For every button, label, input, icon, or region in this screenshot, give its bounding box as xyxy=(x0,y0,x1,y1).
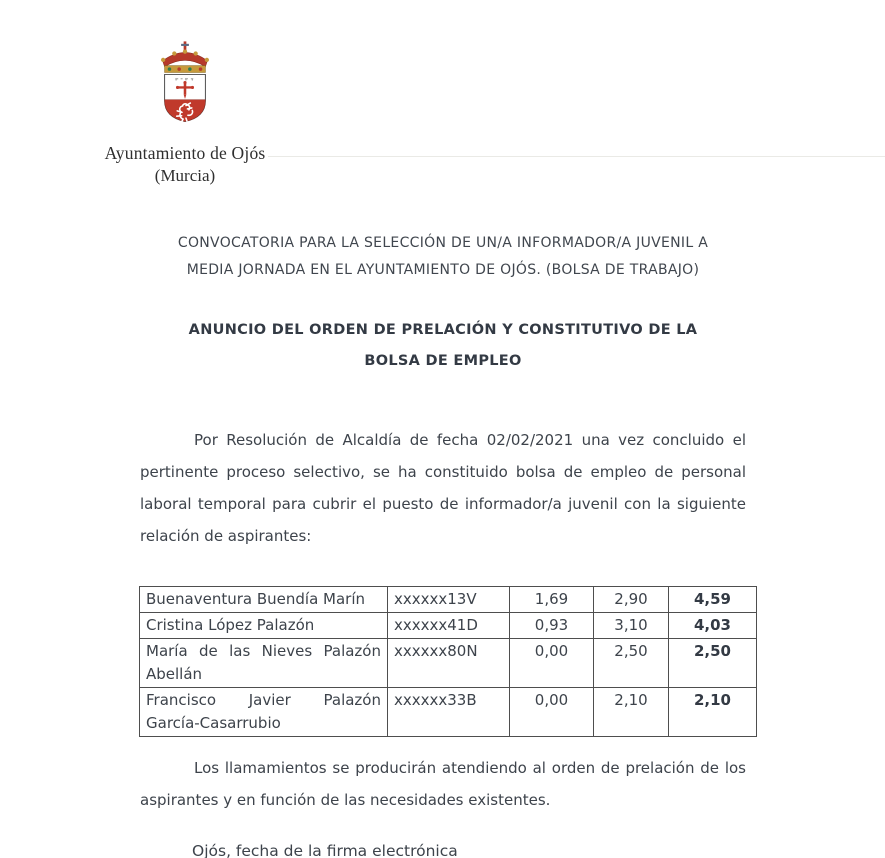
document-title-line-1: CONVOCATORIA PARA LA SELECCIÓN DE UN/A INFORMADOR/A JUVENIL A xyxy=(177,235,709,251)
announcement-heading-line-1: ANUNCIO DEL ORDEN DE PRELACIÓN Y CONSTITUTIVO DE LA xyxy=(188,322,698,338)
scan-artifact-line xyxy=(268,156,885,157)
score-1: 0,93 xyxy=(510,613,594,639)
org-region: (Murcia) xyxy=(154,166,216,185)
signature-date-line: Ojós, fecha de la firma electrónica xyxy=(192,842,458,858)
score-total: 2,10 xyxy=(669,688,757,737)
score-2: 2,50 xyxy=(594,639,669,688)
score-2: 3,10 xyxy=(594,613,669,639)
applicant-id: xxxxxx80N xyxy=(388,639,510,688)
applicant-name: Francisco Javier Palazón García-Casarrubio xyxy=(140,688,388,737)
applicant-id: xxxxxx33B xyxy=(388,688,510,737)
municipal-logo xyxy=(100,40,270,186)
applicant-id: xxxxxx13V xyxy=(388,587,510,613)
score-2: 2,90 xyxy=(594,587,669,613)
score-1: 1,69 xyxy=(510,587,594,613)
applicant-id: xxxxxx41D xyxy=(388,613,510,639)
applicants-table xyxy=(139,586,757,737)
table-row xyxy=(140,688,757,737)
score-2: 2,10 xyxy=(594,688,669,737)
table-row xyxy=(140,587,757,613)
document-title-line-2: MEDIA JORNADA EN EL AYUNTAMIENTO DE OJÓS. (BOLSA DE TRABAJO) xyxy=(186,262,700,278)
applicant-name: Buenaventura Buendía Marín xyxy=(140,587,388,613)
table-row xyxy=(140,639,757,688)
ojos-coat-of-arms-icon xyxy=(151,40,219,138)
score-total: 4,03 xyxy=(669,613,757,639)
announcement-heading-line-2: BOLSA DE EMPLEO xyxy=(364,353,522,369)
score-1: 0,00 xyxy=(510,639,594,688)
score-total: 4,59 xyxy=(669,587,757,613)
score-1: 0,00 xyxy=(510,688,594,737)
llamamientos-paragraph: Los llamamientos se producirán atendiendo al orden de prelación de los aspirantes y en función de las necesidades existentes. xyxy=(140,759,746,809)
applicant-name: Cristina López Palazón xyxy=(140,613,388,639)
applicant-name: María de las Nieves Palazón Abellán xyxy=(140,639,388,688)
table-row xyxy=(140,613,757,639)
intro-paragraph: Por Resolución de Alcaldía de fecha 02/02/2021 una vez concluido el pertinente proceso selectivo, se ha constituido bolsa de empleo de personal laboral temporal para cubrir el puesto de informador/a juvenil con la siguiente relación de aspirantes: xyxy=(140,431,746,545)
shield-icon xyxy=(165,74,206,122)
org-name: Ayuntamiento de Ojós xyxy=(104,143,266,163)
document-title xyxy=(120,230,766,284)
score-total: 2,50 xyxy=(669,639,757,688)
crown-icon xyxy=(161,41,209,72)
announcement-heading xyxy=(120,315,766,377)
